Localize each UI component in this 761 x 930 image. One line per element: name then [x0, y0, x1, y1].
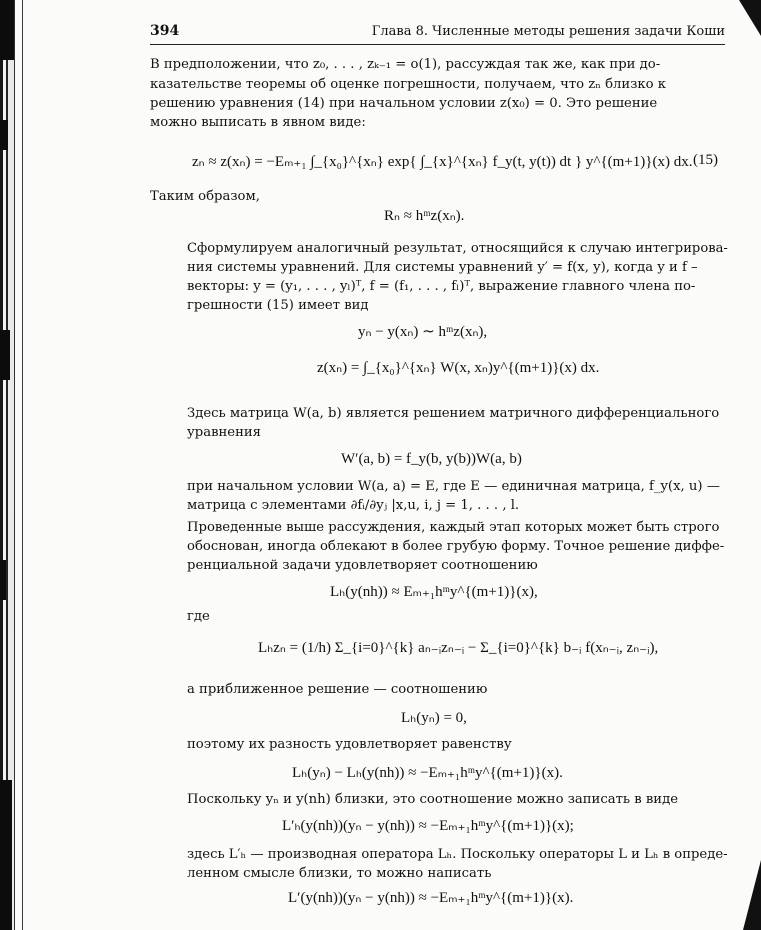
text-line: Здесь матрица W(a, b) является решением матричного дифференциального	[187, 406, 720, 421]
text-line: где	[187, 609, 210, 624]
text-line: здесь L′ₕ — производная оператора Lₕ. Поскольку операторы L и Lₕ в опреде-	[187, 847, 728, 862]
text-line: при начальном условии W(a, a) = E, где E — единичная матрица, f_y(x, u) —	[187, 479, 720, 494]
page-header	[150, 22, 725, 45]
scan-border-left	[0, 0, 48, 930]
scan-corner-bottom-right	[743, 860, 761, 930]
text-line: а приближенное решение — соотношению	[187, 682, 488, 697]
equation-z-integral: z(xₙ) = ∫_{x₀}^{xₙ} W(x, xₙ)y^{(m+1)}(x) dx.	[317, 360, 600, 376]
text-line: поэтому их разность удовлетворяет равенству	[187, 737, 512, 752]
equation-Lh-definition: Lₕzₙ = (1/h) Σ_{i=0}^{k} aₙ₋ᵢzₙ₋ᵢ − Σ_{i=0}^{k} b₋ᵢ f(xₙ₋ᵢ, zₙ₋ᵢ),	[258, 640, 659, 656]
equation-final: L′(y(nh))(yₙ − y(nh)) ≈ −Eₘ₊₁hᵐy^{(m+1)}(x).	[288, 890, 574, 906]
text-line: В предположении, что z₀, . . . , zₖ₋₁ = o(1), рассуждая так же, как при до-	[150, 57, 661, 72]
text-line: ния системы уравнений. Для системы уравнений y′ = f(x, y), когда y и f –	[187, 260, 698, 275]
equation-vector-error: yₙ − y(xₙ) ∼ hᵐz(xₙ),	[358, 324, 488, 340]
text-line: матрица с элементами ∂fᵢ/∂yⱼ |x,u, i, j = 1, . . . , l.	[187, 498, 520, 513]
text-line: можно выписать в явном виде:	[150, 115, 366, 130]
equation-15: zₙ ≈ z(xₙ) = −Eₘ₊₁ ∫_{x₀}^{xₙ} exp{ ∫_{x}^{xₙ} f_y(t, y(t)) dt } y^{(m+1)}(x) dx.	[192, 154, 693, 170]
equation-Lh-exact: Lₕ(y(nh)) ≈ Eₘ₊₁hᵐy^{(m+1)}(x),	[330, 584, 538, 600]
text-line: Проведенные выше рассуждения, каждый этап которых может быть строго	[187, 520, 720, 535]
equation-Rn: Rₙ ≈ hᵐz(xₙ).	[384, 208, 465, 224]
text-line: уравнения	[187, 425, 261, 440]
page-number: 394	[150, 23, 180, 39]
equation-W: W′(a, b) = f_y(b, y(b))W(a, b)	[341, 451, 522, 467]
text-line: казательстве теоремы об оценке погрешности, получаем, что zₙ близко к	[150, 77, 666, 92]
text-line: векторы: y = (y₁, . . . , yₗ)ᵀ, f = (f₁, . . . , fₗ)ᵀ, выражение главного члена по-	[187, 279, 696, 294]
text-line: Сформулируем аналогичный результат, относящийся к случаю интегрирова-	[187, 241, 728, 256]
text-line: обоснован, иногда облекают в более грубую форму. Точное решение диффе-	[187, 539, 725, 554]
text-line: ренциальной задачи удовлетворяет соотношению	[187, 558, 538, 573]
equation-Lh-zero: Lₕ(yₙ) = 0,	[401, 710, 467, 726]
equation-derivative: L′ₕ(y(nh))(yₙ − y(nh)) ≈ −Eₘ₊₁hᵐy^{(m+1)}(x);	[282, 818, 574, 834]
equation-difference: Lₕ(yₙ) − Lₕ(y(nh)) ≈ −Eₘ₊₁hᵐy^{(m+1)}(x).	[292, 765, 563, 781]
scan-corner-top-right	[739, 0, 761, 36]
chapter-title: Глава 8. Численные методы решения задачи Коши	[371, 24, 725, 39]
text-line: Поскольку yₙ и y(nh) близки, это соотношение можно записать в виде	[187, 792, 679, 807]
text-line: Таким образом,	[150, 189, 260, 204]
text-line: ленном смысле близки, то можно написать	[187, 866, 492, 881]
text-line: грешности (15) имеет вид	[187, 298, 369, 313]
text-line: решению уравнения (14) при начальном условии z(x₀) = 0. Это решение	[150, 96, 658, 111]
equation-label: (15)	[693, 152, 718, 168]
